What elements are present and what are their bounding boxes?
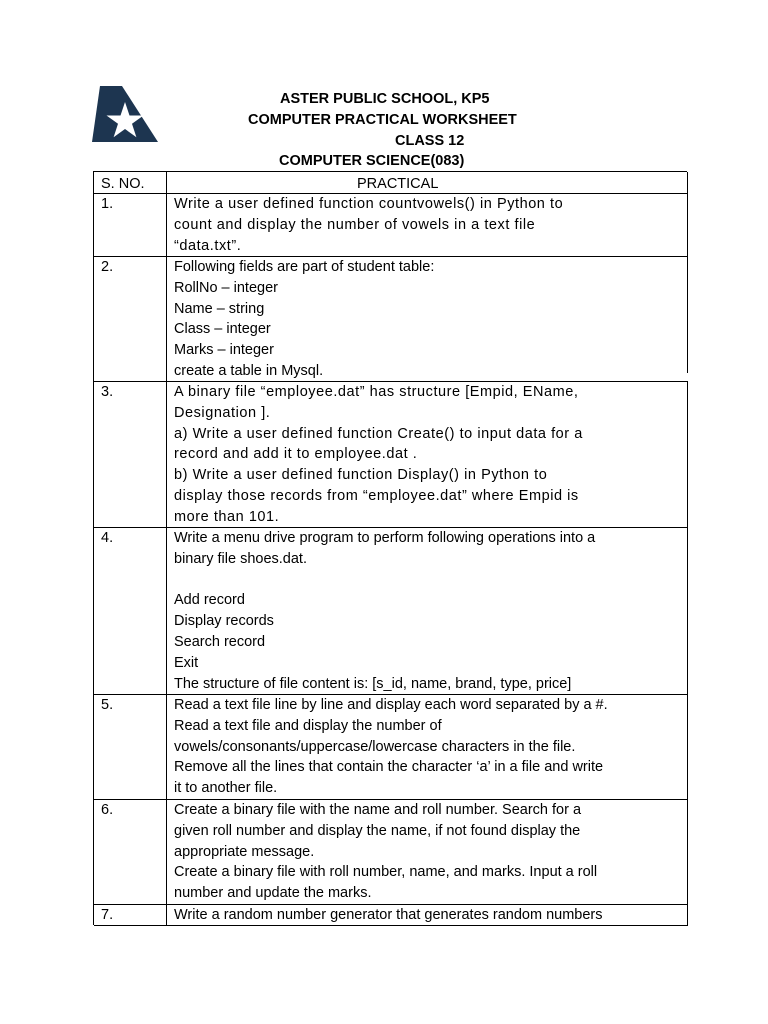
- practical-line: record and add it to employee.dat .: [174, 446, 418, 463]
- practical-line: more than 101.: [174, 508, 280, 525]
- practical-line: Read a text file line by line and display each word separated by a #.: [174, 697, 608, 713]
- practical-line: a) Write a user defined function Create() to input data for a: [174, 425, 583, 442]
- practical-line: given roll number and display the name, if not found display the: [174, 822, 581, 839]
- practical-line: appropriate message.: [174, 843, 315, 860]
- school-name: ASTER PUBLIC SCHOOL, KP5: [280, 91, 490, 107]
- practical-line: The structure of file content is: [s_id, name, brand, type, price]: [174, 675, 572, 692]
- practical-line: Read a text file and display the number of: [174, 717, 442, 734]
- practical-line: “data.txt”.: [174, 237, 242, 254]
- row-number: 4.: [101, 530, 114, 546]
- column-divider: [166, 172, 167, 925]
- practical-description: [174, 194, 684, 256]
- school-logo: [92, 86, 158, 142]
- practical-line: Name – string: [174, 300, 265, 317]
- practical-description: [174, 382, 684, 528]
- practical-line: vowels/consonants/uppercase/lowercase characters in the file.: [174, 738, 576, 755]
- practical-line: A binary file “employee.dat” has structure [Empid, EName,: [174, 384, 579, 400]
- practical-line: Search record: [174, 633, 266, 650]
- practical-line: Following fields are part of student table:: [174, 259, 435, 275]
- practical-line: [174, 570, 684, 591]
- practical-description: [174, 800, 684, 904]
- practical-description: [174, 528, 684, 694]
- row-number: 1.: [101, 196, 114, 212]
- row-number: 3.: [101, 384, 114, 400]
- practical-line: Display records: [174, 613, 274, 630]
- practical-line: RollNo – integer: [174, 279, 278, 296]
- row-number: 7.: [101, 907, 114, 923]
- practical-line: it to another file.: [174, 780, 278, 797]
- practical-line: Create a binary file with the name and roll number. Search for a: [174, 802, 582, 818]
- practical-line: Write a user defined function countvowels() in Python to: [174, 196, 564, 212]
- practical-line: Add record: [174, 592, 245, 609]
- table-right-border: [687, 172, 688, 373]
- practical-line: binary file shoes.dat.: [174, 550, 307, 567]
- practical-description: [174, 905, 684, 926]
- practical-line: Write a menu drive program to perform following operations into a: [174, 530, 596, 546]
- practical-line: display those records from “employee.dat” where Empid is: [174, 487, 579, 504]
- subject-label: COMPUTER SCIENCE(083): [279, 153, 465, 169]
- practical-description: [174, 695, 684, 799]
- row-number: 2.: [101, 259, 114, 275]
- practical-line: b) Write a user defined function Display() in Python to: [174, 467, 548, 484]
- practical-line: Marks – integer: [174, 342, 274, 359]
- column-header-practical: PRACTICAL: [357, 176, 439, 192]
- practical-line: Write a random number generator that generates random numbers: [174, 907, 603, 923]
- class-label: CLASS 12: [395, 133, 465, 149]
- practical-table: [93, 171, 687, 925]
- practical-line: Class – integer: [174, 321, 271, 338]
- practical-line: number and update the marks.: [174, 885, 372, 902]
- column-header-sno: S. NO.: [101, 176, 145, 192]
- practical-line: Create a binary file with roll number, name, and marks. Input a roll: [174, 864, 598, 881]
- row-number: 5.: [101, 697, 114, 713]
- worksheet-title: COMPUTER PRACTICAL WORKSHEET: [248, 112, 517, 128]
- practical-line: create a table in Mysql.: [174, 362, 324, 379]
- practical-line: count and display the number of vowels in a text file: [174, 216, 536, 233]
- practical-line: Remove all the lines that contain the character ‘a’ in a file and write: [174, 759, 604, 776]
- practical-description: [174, 257, 684, 382]
- row-number: 6.: [101, 802, 114, 818]
- practical-line: Exit: [174, 654, 199, 671]
- practical-line: Designation ].: [174, 404, 271, 421]
- table-right-border: [687, 381, 688, 926]
